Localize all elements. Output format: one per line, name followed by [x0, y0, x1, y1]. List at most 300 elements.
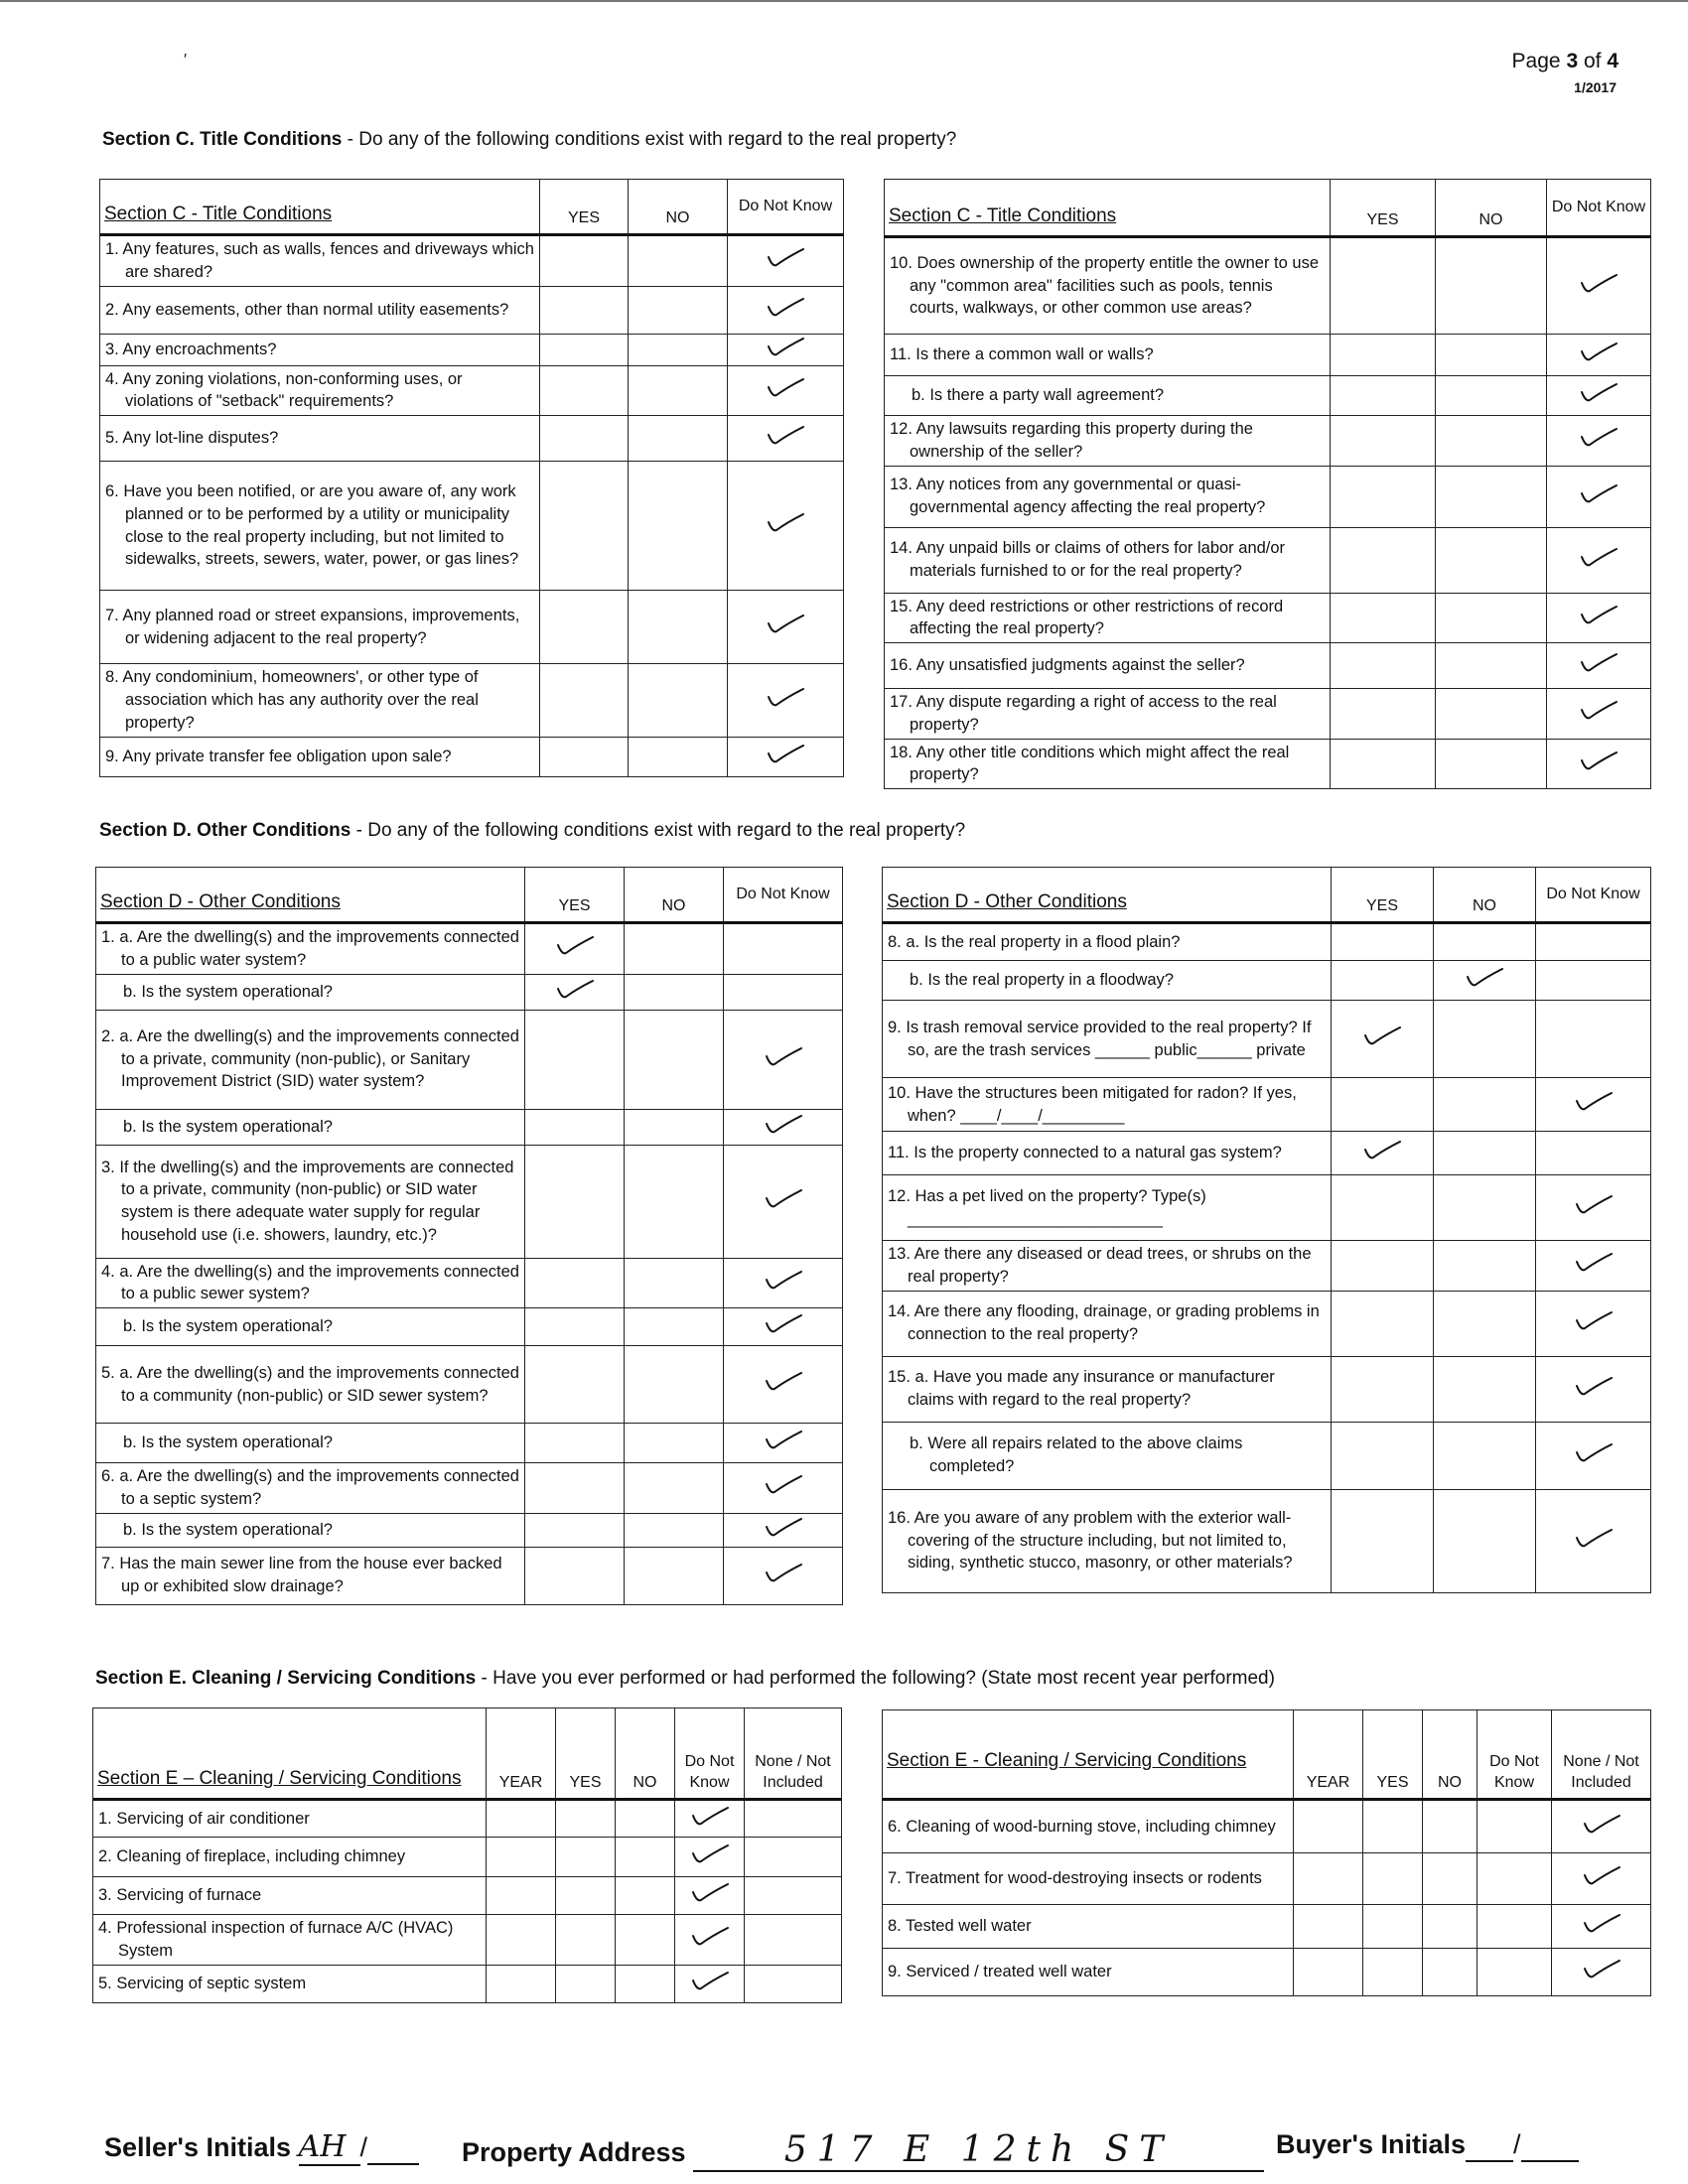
answer-cell-year[interactable]: [487, 1800, 556, 1838]
answer-cell-no[interactable]: [625, 1424, 724, 1463]
col-no: NO: [1436, 180, 1547, 237]
property-address-label: Property Address: [462, 2137, 686, 2167]
answer-cell-yes[interactable]: [525, 1513, 625, 1547]
answer-cell-yes[interactable]: [525, 1547, 625, 1604]
answer-cell-none[interactable]: [745, 1915, 842, 1966]
section-e-table-right: [882, 1709, 1651, 1996]
answer-cell-dnk[interactable]: [1547, 237, 1651, 335]
question-text: [883, 1175, 1332, 1241]
answer-cell-yes[interactable]: [525, 1010, 625, 1109]
top-border: [0, 0, 1688, 2]
answer-cell-no[interactable]: [629, 235, 728, 287]
answer-cell-dnk[interactable]: [1547, 416, 1651, 467]
answer-cell-no[interactable]: [1436, 416, 1547, 467]
check-mark-icon: [1362, 1140, 1402, 1161]
answer-cell-yes[interactable]: [1331, 466, 1436, 527]
answer-cell-yes[interactable]: [1363, 1800, 1423, 1853]
answer-cell-no[interactable]: [1423, 1800, 1477, 1853]
section-c-table-left: [99, 179, 844, 777]
answer-cell-yes[interactable]: [1331, 376, 1436, 416]
answer-cell-dnk[interactable]: [1547, 689, 1651, 740]
answer-cell-no[interactable]: [1436, 739, 1547, 789]
answer-cell-no[interactable]: [625, 1145, 724, 1258]
answer-cell-dnk[interactable]: [675, 1838, 745, 1877]
check-mark-icon: [1579, 382, 1618, 404]
question-label: 8. a. Is the real property in a flood plain?: [888, 932, 1181, 951]
question-row: [885, 335, 1651, 376]
answer-cell-no[interactable]: [625, 1258, 724, 1308]
answer-cell-dnk[interactable]: [1547, 593, 1651, 643]
answer-cell-dnk[interactable]: [1477, 1905, 1552, 1949]
check-mark-icon: [766, 337, 805, 358]
answer-cell-no[interactable]: [1434, 961, 1536, 1001]
question-text: [883, 1949, 1294, 1996]
answer-cell-none[interactable]: [1552, 1949, 1651, 1996]
question-text: [93, 1965, 487, 2002]
question-row: [885, 527, 1651, 593]
answer-cell-dnk[interactable]: [724, 1010, 843, 1109]
answer-cell-no[interactable]: [1436, 335, 1547, 376]
question-text: [100, 365, 540, 416]
question-text: [96, 1463, 525, 1514]
answer-cell-no[interactable]: [1434, 1175, 1536, 1241]
answer-cell-no[interactable]: [625, 1308, 724, 1346]
question-row: [93, 1915, 842, 1966]
answer-cell-dnk[interactable]: [1547, 739, 1651, 789]
answer-cell-dnk[interactable]: [728, 235, 844, 287]
question-label: 1. Servicing of air conditioner: [98, 1809, 310, 1828]
answer-cell-yes[interactable]: [1331, 527, 1436, 593]
question-row: [96, 1010, 843, 1109]
answer-cell-yes[interactable]: [540, 738, 629, 777]
section-d-table-title: Section D - Other Conditions: [96, 868, 525, 923]
answer-cell-no[interactable]: [1434, 1422, 1536, 1489]
answer-cell-dnk[interactable]: [728, 738, 844, 777]
question-label: 17. Any dispute regarding a right of access to the real property?: [890, 693, 1277, 734]
question-text: [96, 1547, 525, 1604]
question-label: 11. Is there a common wall or walls?: [890, 345, 1154, 364]
col-yes: YES: [540, 180, 629, 235]
stray-mark: ′: [184, 52, 187, 68]
answer-cell-dnk[interactable]: [1477, 1853, 1552, 1905]
question-label: 6. Have you been notified, or are you aware of, any work planned or to be performed by a utility or municipality close to the real property including, but not limited to sidewalks, streets, sewers, water, power, or gas lines?: [105, 482, 519, 569]
answer-cell-dnk[interactable]: [1536, 1422, 1651, 1489]
col-yes: YES: [1363, 1710, 1423, 1800]
answer-cell-yes[interactable]: [540, 664, 629, 738]
answer-cell-yes[interactable]: [556, 1965, 616, 2002]
seller-initials-second-blank: [367, 2132, 419, 2165]
answer-cell-no[interactable]: [625, 1463, 724, 1514]
answer-cell-year[interactable]: [1294, 1949, 1363, 1996]
question-label: b. Were all repairs related to the above claims completed?: [910, 1434, 1243, 1476]
answer-cell-yes[interactable]: [1332, 1241, 1434, 1292]
question-label: 8. Any condominium, homeowners', or other type of association which has any authority over the real property?: [105, 668, 479, 732]
answer-cell-dnk[interactable]: [1536, 1356, 1651, 1422]
answer-cell-dnk[interactable]: [728, 286, 844, 334]
answer-cell-yes[interactable]: [1331, 335, 1436, 376]
answer-cell-dnk[interactable]: [675, 1877, 745, 1915]
question-label: 1. Any features, such as walls, fences and driveways which are shared?: [105, 240, 534, 281]
answer-cell-dnk[interactable]: [724, 1109, 843, 1145]
answer-cell-yes[interactable]: [540, 365, 629, 416]
question-row: [100, 591, 844, 664]
page-number: Page 3 of 4: [1511, 50, 1618, 72]
question-label: 7. Has the main sewer line from the house ever backed up or exhibited slow drainage?: [101, 1555, 502, 1596]
answer-cell-yes[interactable]: [556, 1800, 616, 1838]
check-mark-icon: [1574, 1252, 1614, 1274]
answer-cell-yes[interactable]: [525, 1346, 625, 1424]
answer-cell-dnk[interactable]: [675, 1965, 745, 2002]
answer-cell-yes[interactable]: [1332, 1422, 1434, 1489]
col-do-not-know: Do Not Know: [1547, 180, 1651, 237]
question-row: [96, 1109, 843, 1145]
answer-cell-yes[interactable]: [540, 591, 629, 664]
check-mark-icon: [1362, 1025, 1402, 1047]
question-label: 6. a. Are the dwelling(s) and the improvements connected to a septic system?: [101, 1467, 519, 1508]
answer-cell-no[interactable]: [1434, 1132, 1536, 1175]
property-address-field[interactable]: [462, 2129, 1264, 2172]
answer-cell-none[interactable]: [1552, 1853, 1651, 1905]
answer-cell-year[interactable]: [487, 1838, 556, 1877]
answer-cell-no[interactable]: [625, 1547, 724, 1604]
answer-cell-no[interactable]: [1436, 643, 1547, 689]
check-mark-icon: [766, 247, 805, 269]
answer-cell-dnk[interactable]: [1536, 1132, 1651, 1175]
answer-cell-no[interactable]: [625, 974, 724, 1010]
answer-cell-yes[interactable]: [525, 923, 625, 975]
answer-cell-no[interactable]: [625, 1513, 724, 1547]
question-text: [883, 1078, 1332, 1132]
answer-cell-no[interactable]: [1434, 1291, 1536, 1356]
answer-cell-yes[interactable]: [1332, 1001, 1434, 1078]
answer-cell-dnk[interactable]: [724, 1308, 843, 1346]
question-label: b. Is the system operational?: [123, 1317, 333, 1336]
col-none-not-included: None / Not Included: [1552, 1710, 1651, 1800]
answer-cell-yes[interactable]: [556, 1838, 616, 1877]
check-mark-icon: [1579, 427, 1618, 449]
answer-cell-yes[interactable]: [525, 1145, 625, 1258]
question-text: [100, 416, 540, 462]
answer-cell-year[interactable]: [1294, 1800, 1363, 1853]
question-label: 7. Any planned road or street expansions, improvements, or widening adjacent to the real property?: [105, 606, 520, 647]
answer-cell-yes[interactable]: [1331, 739, 1436, 789]
answer-cell-no[interactable]: [625, 1346, 724, 1424]
answer-cell-dnk[interactable]: [1536, 961, 1651, 1001]
question-text: [883, 1001, 1332, 1078]
answer-cell-no[interactable]: [1436, 689, 1547, 740]
answer-cell-yes[interactable]: [1332, 1078, 1434, 1132]
answer-cell-yes[interactable]: [1332, 923, 1434, 961]
question-row: [883, 1078, 1651, 1132]
question-label: b. Is the system operational?: [123, 1433, 333, 1452]
question-label: 15. a. Have you made any insurance or manufacturer claims with regard to the real property?: [888, 1368, 1275, 1410]
check-mark-icon: [1582, 1913, 1621, 1935]
question-row: [883, 1800, 1651, 1853]
answer-cell-year[interactable]: [1294, 1853, 1363, 1905]
question-row: [96, 974, 843, 1010]
question-text: [96, 1346, 525, 1424]
question-label: 8. Tested well water: [888, 1917, 1032, 1936]
answer-cell-dnk[interactable]: [724, 923, 843, 975]
question-text: [96, 1145, 525, 1258]
col-no: NO: [616, 1708, 675, 1800]
answer-cell-yes[interactable]: [540, 334, 629, 365]
question-label: 9. Any private transfer fee obligation upon sale?: [105, 748, 452, 766]
question-row: [100, 365, 844, 416]
answer-cell-yes[interactable]: [1331, 416, 1436, 467]
question-label: 13. Any notices from any governmental or quasi-governmental agency affecting the real property?: [890, 476, 1266, 517]
answer-cell-dnk[interactable]: [1536, 1291, 1651, 1356]
question-row: [883, 1132, 1651, 1175]
col-do-not-know: Do Not Know: [1477, 1710, 1552, 1800]
answer-cell-yes[interactable]: [1332, 1175, 1434, 1241]
answer-cell-no[interactable]: [616, 1800, 675, 1838]
question-label: b. Is the real property in a floodway?: [910, 971, 1174, 990]
question-text: [96, 1109, 525, 1145]
answer-cell-dnk[interactable]: [728, 416, 844, 462]
answer-cell-no[interactable]: [625, 1010, 724, 1109]
answer-cell-dnk[interactable]: [724, 1547, 843, 1604]
question-text: [96, 1424, 525, 1463]
answer-cell-yes[interactable]: [540, 462, 629, 591]
answer-cell-yes[interactable]: [1332, 1356, 1434, 1422]
answer-cell-dnk[interactable]: [1547, 335, 1651, 376]
buyer-initials-second-blank: [1521, 2129, 1579, 2162]
question-row: [100, 286, 844, 334]
buyer-initials-field[interactable]: Buyer's Initials /: [1276, 2129, 1579, 2162]
section-e-heading: Section E. Cleaning / Servicing Conditions - Have you ever performed or had performed the following? (State most recent year performed): [95, 1668, 1275, 1689]
answer-cell-no[interactable]: [1434, 1356, 1536, 1422]
form-revision: 1/2017: [1574, 79, 1617, 95]
question-row: [883, 1422, 1651, 1489]
answer-cell-dnk[interactable]: [1547, 643, 1651, 689]
answer-cell-dnk[interactable]: [724, 1513, 843, 1547]
answer-cell-yes[interactable]: [1363, 1853, 1423, 1905]
section-d-table-right: [882, 867, 1651, 1593]
answer-cell-none[interactable]: [1552, 1800, 1651, 1853]
answer-cell-dnk[interactable]: [728, 591, 844, 664]
section-c-heading: Section C. Title Conditions - Do any of the following conditions exist with regard to the real property?: [102, 129, 957, 150]
question-text: [885, 416, 1331, 467]
question-text: [96, 1258, 525, 1308]
answer-cell-year[interactable]: [487, 1965, 556, 2002]
check-mark-icon: [764, 1474, 803, 1496]
answer-cell-yes[interactable]: [1331, 593, 1436, 643]
answer-cell-none[interactable]: [745, 1877, 842, 1915]
check-mark-icon: [764, 1371, 803, 1393]
answer-cell-dnk[interactable]: [728, 365, 844, 416]
question-text: [885, 689, 1331, 740]
question-text: [883, 1422, 1332, 1489]
seller-initials-value: AH: [299, 2129, 360, 2166]
check-mark-icon: [1579, 700, 1618, 722]
question-text: [100, 462, 540, 591]
question-label: 9. Is trash removal service provided to the real property? If so, are the trash services ______ public______ private: [888, 1018, 1312, 1059]
question-row: [883, 1291, 1651, 1356]
question-text: [883, 1905, 1294, 1949]
answer-cell-yes[interactable]: [1363, 1949, 1423, 1996]
answer-cell-dnk[interactable]: [728, 334, 844, 365]
answer-cell-none[interactable]: [745, 1800, 842, 1838]
answer-cell-yes[interactable]: [1332, 1291, 1434, 1356]
answer-cell-yes[interactable]: [1331, 689, 1436, 740]
answer-cell-yes[interactable]: [540, 286, 629, 334]
answer-cell-dnk[interactable]: [675, 1915, 745, 1966]
answer-cell-dnk[interactable]: [1477, 1949, 1552, 1996]
answer-cell-yes[interactable]: [556, 1915, 616, 1966]
section-d-heading: Section D. Other Conditions - Do any of the following conditions exist with regard to the real property?: [99, 820, 966, 841]
answer-cell-no[interactable]: [1434, 1001, 1536, 1078]
answer-cell-no[interactable]: [629, 664, 728, 738]
question-label: b. Is the system operational?: [123, 1520, 333, 1539]
answer-cell-no[interactable]: [625, 923, 724, 975]
answer-cell-no[interactable]: [1434, 923, 1536, 961]
question-text: [883, 1291, 1332, 1356]
question-label: b. Is the system operational?: [123, 1117, 333, 1136]
answer-cell-no[interactable]: [629, 738, 728, 777]
answer-cell-yes[interactable]: [540, 416, 629, 462]
answer-cell-yes[interactable]: [540, 235, 629, 287]
answer-cell-yes[interactable]: [1332, 1489, 1434, 1592]
answer-cell-dnk[interactable]: [1547, 527, 1651, 593]
col-no: NO: [625, 868, 724, 923]
answer-cell-dnk[interactable]: [1547, 466, 1651, 527]
answer-cell-none[interactable]: [745, 1838, 842, 1877]
section-e-table-title: Section E - Cleaning / Servicing Conditions: [883, 1710, 1294, 1800]
check-mark-icon: [1574, 1091, 1614, 1113]
answer-cell-yes[interactable]: [525, 1424, 625, 1463]
answer-cell-yes[interactable]: [556, 1877, 616, 1915]
col-yes: YES: [525, 868, 625, 923]
question-row: [883, 1949, 1651, 1996]
question-text: [885, 643, 1331, 689]
check-mark-icon: [690, 1806, 730, 1828]
question-label: 1. a. Are the dwelling(s) and the improvements connected to a public water system?: [101, 928, 519, 969]
answer-cell-year[interactable]: [1294, 1905, 1363, 1949]
answer-cell-yes[interactable]: [525, 1308, 625, 1346]
answer-cell-no[interactable]: [1423, 1949, 1477, 1996]
answer-cell-dnk[interactable]: [728, 664, 844, 738]
question-label: 10. Does ownership of the property entitle the owner to use any "common area" facilities such as pools, tennis courts, walkways, or other common use areas?: [890, 253, 1320, 318]
answer-cell-none[interactable]: [1552, 1905, 1651, 1949]
answer-cell-dnk[interactable]: [1477, 1800, 1552, 1853]
answer-cell-dnk[interactable]: [1536, 1175, 1651, 1241]
question-label: 2. Any easements, other than normal utility easements?: [105, 300, 509, 319]
seller-initials-field[interactable]: Seller's Initials AH /: [104, 2129, 419, 2166]
question-text: [883, 961, 1332, 1001]
answer-cell-yes[interactable]: [1331, 643, 1436, 689]
question-row: [885, 689, 1651, 740]
question-text: [885, 593, 1331, 643]
question-row: [100, 738, 844, 777]
answer-cell-dnk[interactable]: [1536, 1489, 1651, 1592]
answer-cell-yes[interactable]: [525, 1109, 625, 1145]
col-no: NO: [1434, 868, 1536, 923]
answer-cell-no[interactable]: [629, 365, 728, 416]
answer-cell-yes[interactable]: [1331, 237, 1436, 335]
answer-cell-yes[interactable]: [1363, 1905, 1423, 1949]
question-label: 4. Professional inspection of furnace A/C (HVAC) System: [98, 1919, 454, 1960]
answer-cell-no[interactable]: [616, 1838, 675, 1877]
question-text: [100, 334, 540, 365]
answer-cell-dnk[interactable]: [1547, 376, 1651, 416]
answer-cell-yes[interactable]: [525, 1258, 625, 1308]
answer-cell-dnk[interactable]: [724, 1346, 843, 1424]
answer-cell-no[interactable]: [625, 1109, 724, 1145]
answer-cell-dnk[interactable]: [1536, 923, 1651, 961]
answer-cell-dnk[interactable]: [728, 462, 844, 591]
question-row: [885, 416, 1651, 467]
answer-cell-no[interactable]: [1423, 1905, 1477, 1949]
answer-cell-dnk[interactable]: [724, 1258, 843, 1308]
answer-cell-dnk[interactable]: [724, 1145, 843, 1258]
answer-cell-no[interactable]: [1434, 1489, 1536, 1592]
question-label: 11. Is the property connected to a natural gas system?: [888, 1144, 1282, 1162]
check-mark-icon: [764, 1046, 803, 1068]
question-label: 3. Servicing of furnace: [98, 1886, 262, 1905]
answer-cell-no[interactable]: [1434, 1241, 1536, 1292]
answer-cell-no[interactable]: [1423, 1853, 1477, 1905]
question-text: [100, 738, 540, 777]
answer-cell-year[interactable]: [487, 1915, 556, 1966]
question-text: [883, 1132, 1332, 1175]
question-label: 14. Any unpaid bills or claims of others for labor and/or materials furnished to or for the real property?: [890, 539, 1286, 581]
answer-cell-dnk[interactable]: [675, 1800, 745, 1838]
answer-cell-yes[interactable]: [525, 974, 625, 1010]
question-text: [885, 376, 1331, 416]
col-do-not-know: Do Not Know: [724, 868, 843, 923]
answer-cell-dnk[interactable]: [724, 1463, 843, 1514]
question-text: [96, 923, 525, 975]
answer-cell-no[interactable]: [629, 416, 728, 462]
answer-cell-no[interactable]: [1436, 466, 1547, 527]
answer-cell-dnk[interactable]: [1536, 1001, 1651, 1078]
answer-cell-no[interactable]: [629, 286, 728, 334]
answer-cell-none[interactable]: [745, 1965, 842, 2002]
answer-cell-yes[interactable]: [1332, 1132, 1434, 1175]
answer-cell-no[interactable]: [1436, 593, 1547, 643]
check-mark-icon: [555, 935, 595, 957]
answer-cell-dnk[interactable]: [724, 974, 843, 1010]
check-mark-icon: [1574, 1310, 1614, 1332]
answer-cell-dnk[interactable]: [1536, 1241, 1651, 1292]
answer-cell-dnk[interactable]: [1536, 1078, 1651, 1132]
col-do-not-know: Do Not Know: [675, 1708, 745, 1800]
answer-cell-no[interactable]: [629, 334, 728, 365]
answer-cell-no[interactable]: [1436, 527, 1547, 593]
check-mark-icon: [764, 1313, 803, 1335]
answer-cell-no[interactable]: [616, 1915, 675, 1966]
check-mark-icon: [764, 1430, 803, 1451]
answer-cell-no[interactable]: [1436, 376, 1547, 416]
answer-cell-year[interactable]: [487, 1877, 556, 1915]
answer-cell-no[interactable]: [629, 462, 728, 591]
question-row: [96, 1547, 843, 1604]
check-mark-icon: [764, 1114, 803, 1136]
answer-cell-no[interactable]: [1434, 1078, 1536, 1132]
question-row: [96, 1346, 843, 1424]
answer-cell-no[interactable]: [616, 1965, 675, 2002]
answer-cell-no[interactable]: [629, 591, 728, 664]
check-mark-icon: [1574, 1194, 1614, 1216]
answer-cell-yes[interactable]: [1332, 961, 1434, 1001]
check-mark-icon: [764, 1270, 803, 1292]
question-row: [885, 739, 1651, 789]
answer-cell-yes[interactable]: [525, 1463, 625, 1514]
answer-cell-no[interactable]: [616, 1877, 675, 1915]
answer-cell-no[interactable]: [1436, 237, 1547, 335]
answer-cell-dnk[interactable]: [724, 1424, 843, 1463]
